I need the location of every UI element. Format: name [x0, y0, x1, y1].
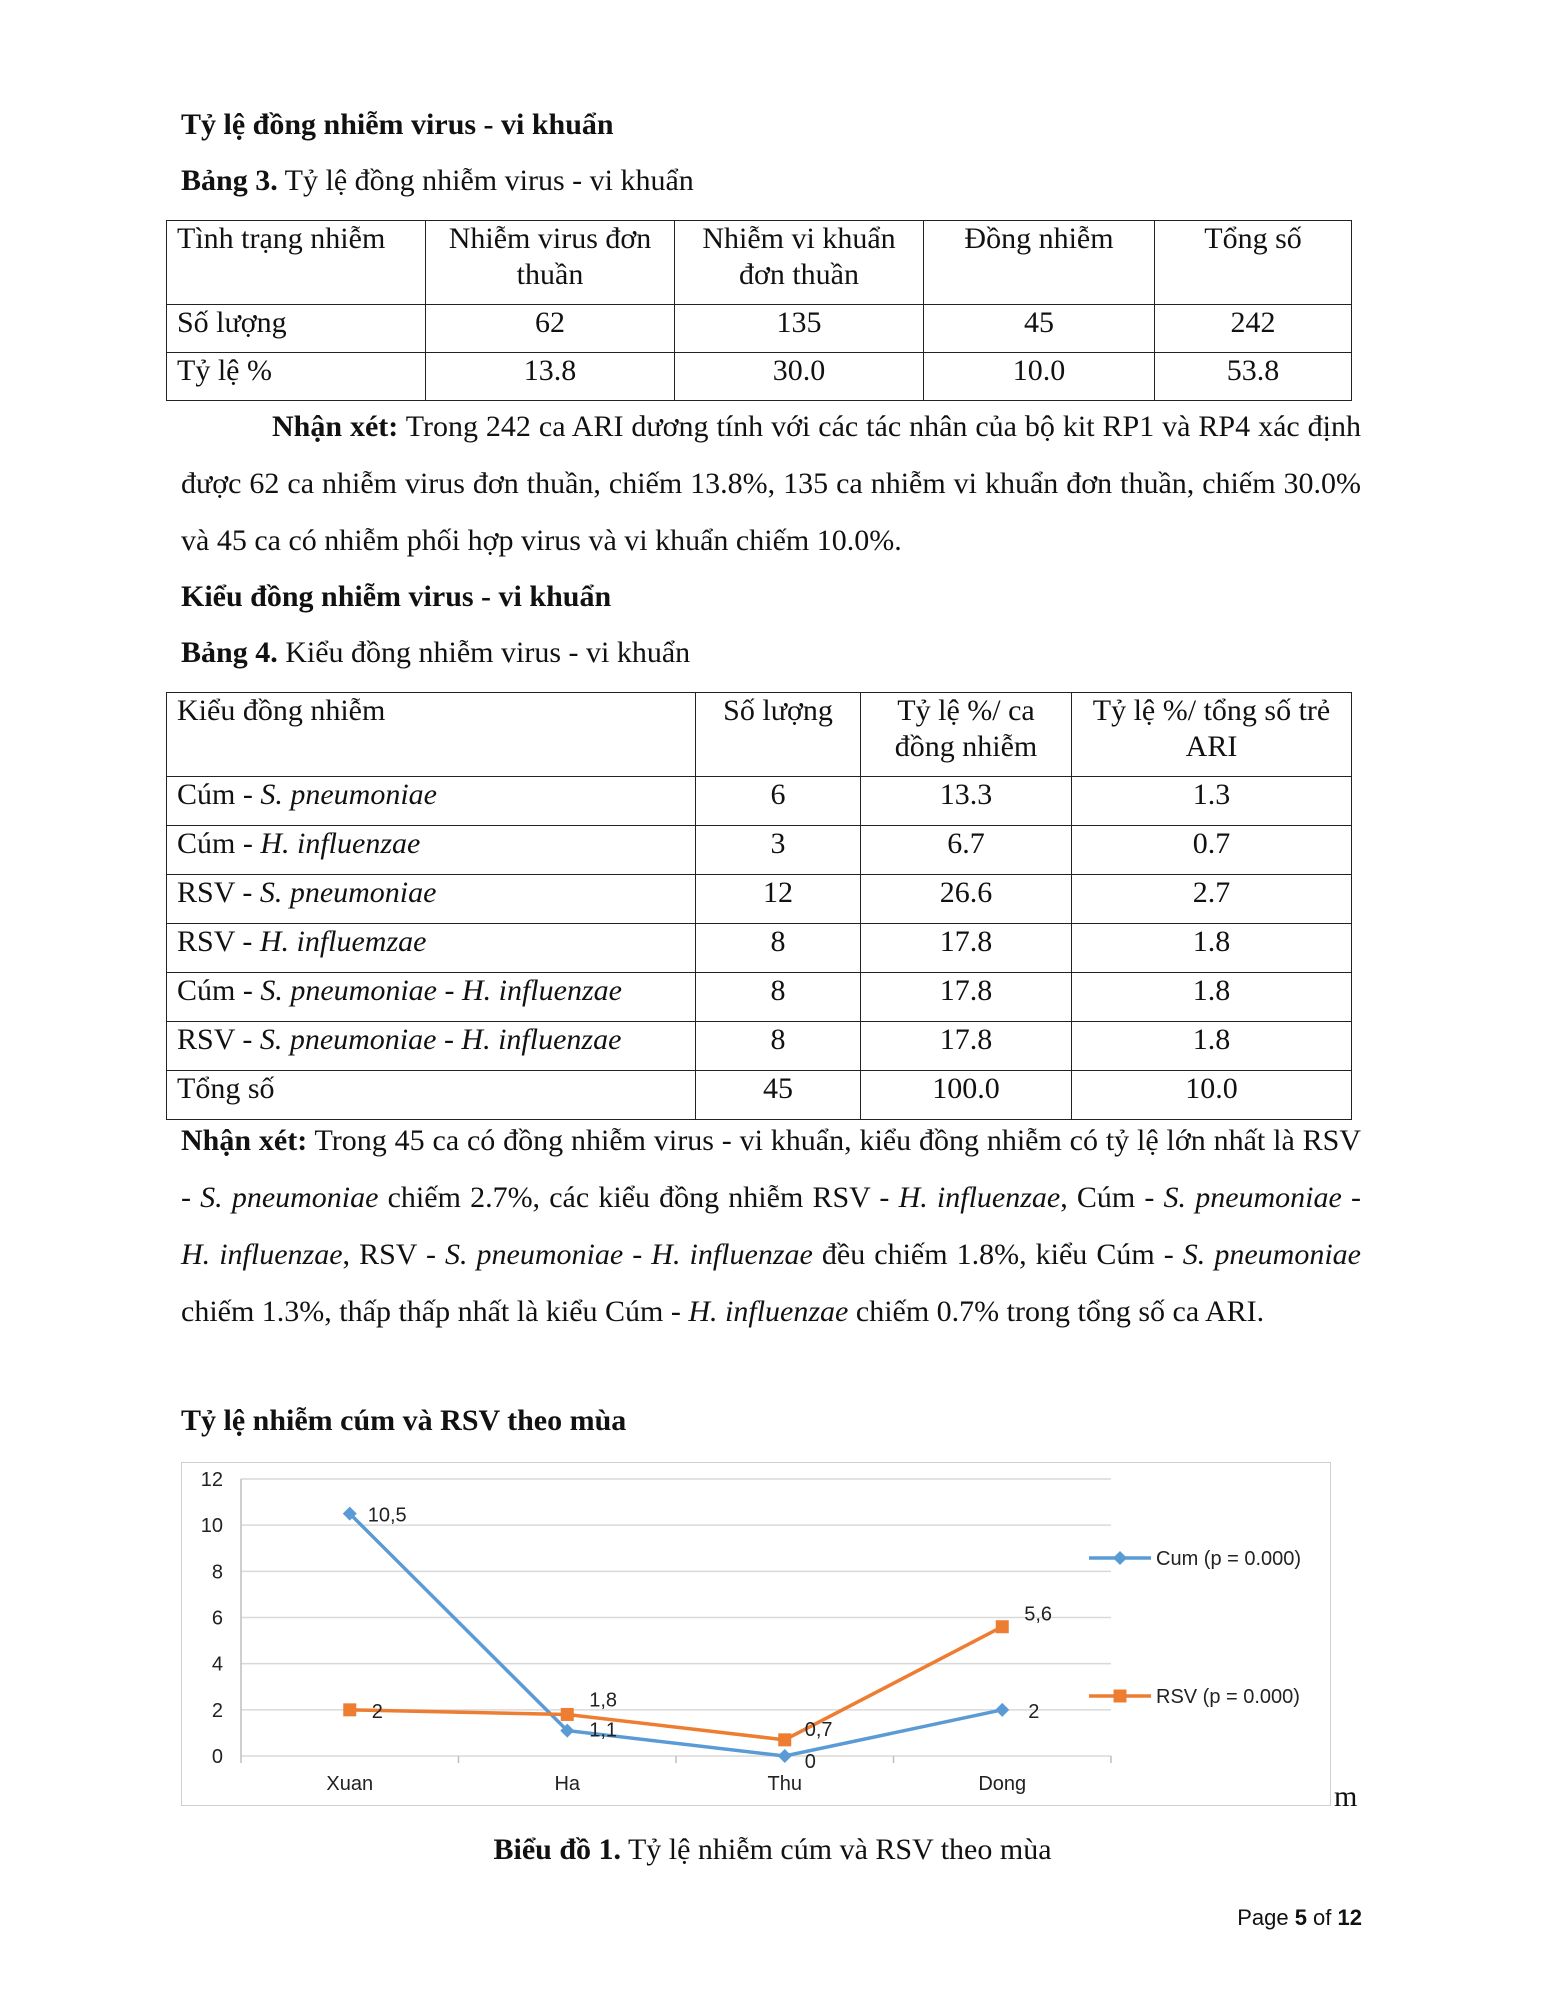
table-4-header-cell: Tỷ lệ %/ tổng số trẻ ARI [1072, 693, 1352, 777]
table-4-caption [181, 636, 690, 670]
table-cell: 3 [696, 826, 861, 875]
table-4-caption-text: Kiểu đồng nhiễm virus - vi khuẩn [277, 636, 691, 669]
chart-caption-text: Tỷ lệ nhiễm cúm và RSV theo mùa [621, 1833, 1052, 1866]
y-tick-label: 0 [211, 1746, 223, 1768]
table-3-header-cell: Nhiễm vi khuẩn đơn thuần [675, 221, 924, 305]
bacteria-name: S. pneumoniae - H. influenzae [259, 1023, 622, 1056]
x-tick-label: Dong [978, 1773, 1027, 1795]
species-name: S. pneumoniae [200, 1181, 379, 1214]
data-point [561, 1708, 574, 1721]
species-name: H. influenzae [181, 1238, 343, 1271]
coinfection-type [167, 777, 696, 826]
table-cell: 17.8 [861, 924, 1072, 973]
footer-of-word: of [1306, 1905, 1338, 1930]
data-label: 1,8 [589, 1689, 618, 1712]
coinfection-type [167, 924, 696, 973]
table-cell: 6 [696, 777, 861, 826]
y-tick-label: 10 [200, 1515, 223, 1538]
table-row [167, 924, 1352, 973]
table-3 [166, 220, 1352, 401]
table-cell: 100.0 [861, 1071, 1072, 1120]
table-cell: 1.3 [1072, 777, 1352, 826]
table-row [167, 826, 1352, 875]
table-cell: 17.8 [861, 1022, 1072, 1071]
coinfection-type [167, 826, 696, 875]
virus-name: Cúm - [177, 827, 261, 860]
table-cell: 8 [696, 973, 861, 1022]
table-row [167, 875, 1352, 924]
y-tick-label: 2 [211, 1699, 223, 1722]
table-3-header-cell: Tình trạng nhiễm [167, 221, 426, 305]
footer-page-word: Page [1237, 1905, 1295, 1930]
footer-page-number: 5 [1294, 1905, 1307, 1930]
table-cell: 2.7 [1072, 875, 1352, 924]
comment-text: chiếm 0.7% trong tổng số ca ARI. [848, 1295, 1265, 1328]
section-heading-seasonal-rate: Tỷ lệ nhiễm cúm và RSV theo mùa [181, 1404, 627, 1437]
bacteria-name: S. pneumoniae - H. influenzae [260, 974, 622, 1007]
seasonal-line-chart [181, 1462, 1331, 1807]
legend-marker [1113, 1551, 1127, 1565]
virus-name: Cúm - [177, 974, 261, 1007]
bacteria-name: H. influemzae [259, 925, 427, 958]
table-3-header-cell: Đồng nhiễm [924, 221, 1155, 305]
series-line [350, 1627, 1003, 1740]
y-tick-label: 8 [211, 1561, 223, 1584]
y-tick-label: 12 [200, 1469, 223, 1491]
table-cell: 1.8 [1072, 924, 1352, 973]
table-3-row-label: Tỷ lệ % [167, 353, 426, 401]
table-cell: 30.0 [675, 353, 924, 401]
chart-caption-label: Biểu đồ 1. [493, 1833, 621, 1866]
table-3-header-cell: Tổng số [1155, 221, 1352, 305]
table-cell: 62 [426, 305, 675, 353]
table-4 [166, 692, 1352, 1120]
species-name: H. influenzae [688, 1295, 849, 1328]
data-label: 2 [371, 1700, 383, 1723]
table-4-header-cell: Kiểu đồng nhiễm [167, 693, 696, 777]
comment-paragraph-1 [181, 398, 1361, 569]
species-name: S. pneumoniae [1182, 1238, 1361, 1271]
table-3-caption-label: Bảng 3. [181, 164, 278, 197]
table-cell: 8 [696, 1022, 861, 1071]
comment-text: Trong 242 ca ARI dương tính với các tác nhân của bộ kit RP1 và RP4 xác định được 62 ca nhiễm virus đơn thuần, chiếm 13.8%, 135 ca nhiễm vi khuẩn đơn thuần, chiếm 30.0% và 45 ca có nhiễm phối hợp virus và vi khuẩn chiếm 10.0%. [181, 410, 1361, 557]
species-name: S. pneumoniae [1163, 1181, 1342, 1214]
data-label: 5,6 [1024, 1603, 1053, 1626]
legend-entry: RSV (p = 0.000) [1156, 1686, 1300, 1708]
comment-label: Nhận xét: [181, 1124, 308, 1157]
table-cell: 242 [1155, 305, 1352, 353]
coinfection-type [167, 1022, 696, 1071]
table-cell: 1.8 [1072, 973, 1352, 1022]
comment-text: , RSV - [342, 1238, 445, 1271]
species-name: H. influenzae [651, 1238, 813, 1271]
table-cell: 13.3 [861, 777, 1072, 826]
table-cell: 1.8 [1072, 1022, 1352, 1071]
table-cell: 135 [675, 305, 924, 353]
table-cell: 53.8 [1155, 353, 1352, 401]
table-cell: 10.0 [1072, 1071, 1352, 1120]
table-3-row-label: Số lượng [167, 305, 426, 353]
y-tick-label: 4 [211, 1653, 223, 1676]
data-point [343, 1703, 356, 1716]
data-point [995, 1703, 1009, 1717]
x-tick-label: Thu [767, 1773, 802, 1795]
bacteria-name: S. pneumoniae [259, 876, 437, 909]
footer-total-pages: 12 [1337, 1905, 1362, 1930]
virus-name: RSV - [177, 876, 260, 909]
species-name: H. influenzae [898, 1181, 1061, 1214]
section-heading-coinfection-rate: Tỷ lệ đồng nhiễm virus - vi khuẩn [181, 108, 614, 141]
table-cell: 12 [696, 875, 861, 924]
comment-text: chiếm 2.7%, các kiểu đồng nhiễm RSV - [378, 1181, 899, 1214]
table-cell: 0.7 [1072, 826, 1352, 875]
data-label: 2 [1028, 1700, 1040, 1723]
virus-name: Cúm - [177, 778, 261, 811]
table-row [167, 1022, 1352, 1071]
comment-text: - [623, 1238, 652, 1271]
table-3-header-cell: Nhiễm virus đơn thuần [426, 221, 675, 305]
data-label: 1,1 [589, 1719, 618, 1742]
table-3-caption-text: Tỷ lệ đồng nhiễm virus - vi khuẩn [277, 164, 694, 197]
y-tick-label: 6 [211, 1607, 223, 1630]
chart-caption [0, 1833, 1545, 1867]
table-4-header-cell: Tỷ lệ %/ ca đồng nhiễm [861, 693, 1072, 777]
table-cell: 6.7 [861, 826, 1072, 875]
data-point [996, 1620, 1009, 1633]
data-point [778, 1733, 791, 1746]
bacteria-name: S. pneumoniae [260, 778, 437, 811]
species-name: S. pneumoniae [445, 1238, 624, 1271]
table-cell: 26.6 [861, 875, 1072, 924]
comment-text: chiếm 1.3%, thấp thấp nhất là kiểu Cúm - [181, 1295, 689, 1328]
data-point [778, 1749, 792, 1763]
section-heading-coinfection-type: Kiểu đồng nhiễm virus - vi khuẩn [181, 580, 612, 613]
table-cell: 45 [924, 305, 1155, 353]
comment-text: đều chiếm 1.8%, kiểu Cúm - [812, 1238, 1183, 1271]
series-line [350, 1514, 1003, 1756]
table-4-header-row [167, 693, 1352, 777]
table-4-header-cell: Số lượng [696, 693, 861, 777]
table-cell: 10.0 [924, 353, 1155, 401]
x-tick-label: Ha [554, 1773, 581, 1795]
data-label: 0 [804, 1751, 816, 1773]
stray-text: m [1334, 1780, 1358, 1813]
comment-label: Nhận xét: [272, 410, 399, 443]
comment-text: - [1341, 1181, 1361, 1214]
comment-text: , Cúm - [1060, 1181, 1164, 1214]
table-cell: 13.8 [426, 353, 675, 401]
coinfection-type [167, 973, 696, 1022]
comment-paragraph-2 [181, 1112, 1361, 1340]
table-cell: 17.8 [861, 973, 1072, 1022]
coinfection-type [167, 875, 696, 924]
virus-name: RSV - [177, 1023, 260, 1056]
table-3-caption [181, 164, 694, 198]
table-4-caption-label: Bảng 4. [181, 636, 278, 669]
table-row [167, 973, 1352, 1022]
total-label: Tổng số [167, 1071, 696, 1120]
legend-entry: Cum (p = 0.000) [1156, 1548, 1302, 1570]
comment-text: Trong 45 ca có đồng nhiễm virus - vi khuẩn, kiểu đồng nhiễm có tỷ lệ lớn nhất là RSV - [181, 1124, 1361, 1214]
page-footer [1237, 1905, 1362, 1931]
x-tick-label: Xuan [326, 1773, 374, 1795]
table-row [167, 353, 1352, 401]
table-row [167, 777, 1352, 826]
data-label: 10,5 [367, 1504, 407, 1527]
table-cell: 8 [696, 924, 861, 973]
table-row [167, 305, 1352, 353]
legend-marker [1114, 1690, 1127, 1703]
data-label: 0,7 [804, 1718, 833, 1741]
virus-name: RSV - [177, 925, 260, 958]
table-cell: 45 [696, 1071, 861, 1120]
table-3-header-row [167, 221, 1352, 305]
bacteria-name: H. influenzae [260, 827, 421, 860]
